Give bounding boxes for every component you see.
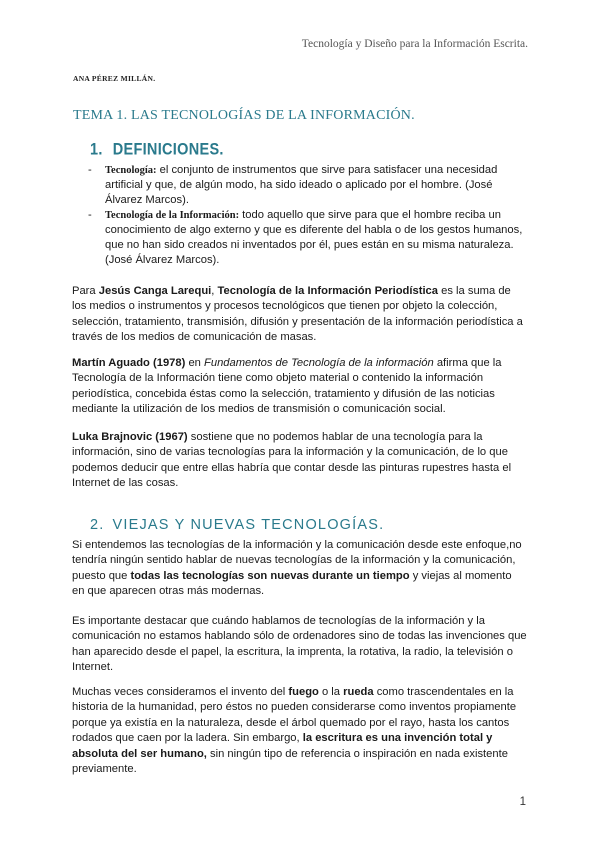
paragraph-enfoque bbox=[72, 538, 527, 600]
list-item bbox=[88, 163, 528, 208]
page-number: 1 bbox=[519, 796, 526, 808]
text: en bbox=[185, 357, 205, 369]
list-dash: - bbox=[88, 209, 92, 221]
definition-text: el conjunto de instrumentos que sirve para satisfacer una necesidad artificial y que, de algún modo, ha sido ideado o aplicado por el hombre. (José Álvarez Marcos). bbox=[105, 164, 498, 206]
section-title: DEFINICIONES. bbox=[112, 141, 224, 159]
text: sostiene que no podemos hablar de una tecnología para la información, sino de varias tecnologías para la información y la comunicación, de lo que podemos deducir que entre ellas habría que contar desde las pinturas rupestres hasta el Internet de las cosas. bbox=[72, 431, 512, 490]
section-number: 1. bbox=[90, 141, 103, 159]
definition-term: Tecnología: bbox=[105, 165, 157, 176]
running-header: Tecnología y Diseño para la Información Escrita. bbox=[301, 38, 528, 50]
author-name: ANA PÉREZ MILLÁN. bbox=[73, 74, 156, 83]
text: Es importante destacar que cuándo hablamos de tecnologías de la información y la comunicación no estamos hablando sólo de ordenadores sino de todas las invenciones que han aparecido desde el papel, la escritura, la imprenta, la rotativa, la radio, la televisión o Internet. bbox=[72, 615, 527, 674]
paragraph-aguado bbox=[72, 356, 527, 418]
text: o la bbox=[318, 686, 344, 698]
list-item bbox=[88, 208, 528, 268]
bold-text: Tecnología de la Información Periodística bbox=[217, 285, 438, 297]
text: Para bbox=[72, 285, 99, 297]
definition-term: Tecnología de la Información: bbox=[105, 210, 240, 221]
list-dash: - bbox=[88, 164, 92, 176]
text: sin ningún tipo de referencia o inspiración en nada existente previamente. bbox=[72, 747, 508, 776]
bold-text: la escritura es una invención total y absoluta del ser humano, bbox=[72, 732, 493, 760]
bold-text: rueda bbox=[343, 686, 374, 698]
text: es la suma de los medios o instrumentos y procesos tecnológicos que tienen por objeto la colección, selección, tratamiento, transmisión, difusión y presentación de la información periodística a través de los medios de comunicación de masas. bbox=[72, 285, 523, 344]
text: Si entendemos las tecnologías de la información y la comunicación desde este enfoque,no tendría ningún sentido hablar de nuevas tecnologías de la información y la comunicación, puesto que bbox=[72, 539, 522, 582]
definition-text: todo aquello que sirve para que el hombre reciba un conocimiento de algo externo y que es diferente del habla o de los gestos humanos, que no han sido creados ni inventados por él, pues están en su misma naturaleza. (José Álvarez Marcos). bbox=[105, 209, 523, 266]
section-number: 2. bbox=[90, 517, 105, 533]
paragraph-ordenadores bbox=[72, 614, 527, 676]
text: como trascendentales en la historia de la humanidad, pero éstos no pueden considerarse como inventos propiamente porque ya existía en la naturaleza, desde el árbol quemado por el rayo, hasta los cantos rodados que caen por la ladera. Sin embargo, bbox=[72, 686, 517, 745]
bold-text: fuego bbox=[288, 686, 319, 698]
text: , bbox=[211, 285, 218, 297]
text: afirma que la Tecnología de la Información tiene como objeto material o contenido la información periodística, concebida éstas como la selección, tratamiento y difusión de las noticias mediante la utilización de los medios de transmisión o comunicación social. bbox=[72, 357, 502, 416]
text: y viejas al momento en que aparecen otras más modernas. bbox=[72, 569, 512, 598]
paragraph-canga bbox=[72, 284, 527, 346]
section-title: VIEJAS Y NUEVAS TECNOLOGÍAS. bbox=[112, 517, 385, 533]
paragraph-brajnovic bbox=[72, 430, 527, 492]
paragraph-fuego-rueda bbox=[72, 685, 527, 777]
text: Muchas veces consideramos el invento del bbox=[72, 686, 289, 698]
bold-text: Jesús Canga Larequi bbox=[98, 285, 212, 297]
chapter-title: TEMA 1. LAS TECNOLOGÍAS DE LA INFORMACIÓN. bbox=[73, 108, 415, 123]
bold-text: Luka Brajnovic (1967) bbox=[72, 431, 188, 443]
section-heading-definiciones bbox=[90, 141, 224, 159]
section-heading-viejas-nuevas bbox=[90, 517, 384, 533]
definitions-list bbox=[88, 163, 528, 268]
book-title: Fundamentos de Tecnología de la información bbox=[204, 357, 434, 369]
bold-text: todas las tecnologías son nuevas durante un tiempo bbox=[130, 569, 410, 582]
bold-text: Martín Aguado (1978) bbox=[72, 357, 186, 369]
